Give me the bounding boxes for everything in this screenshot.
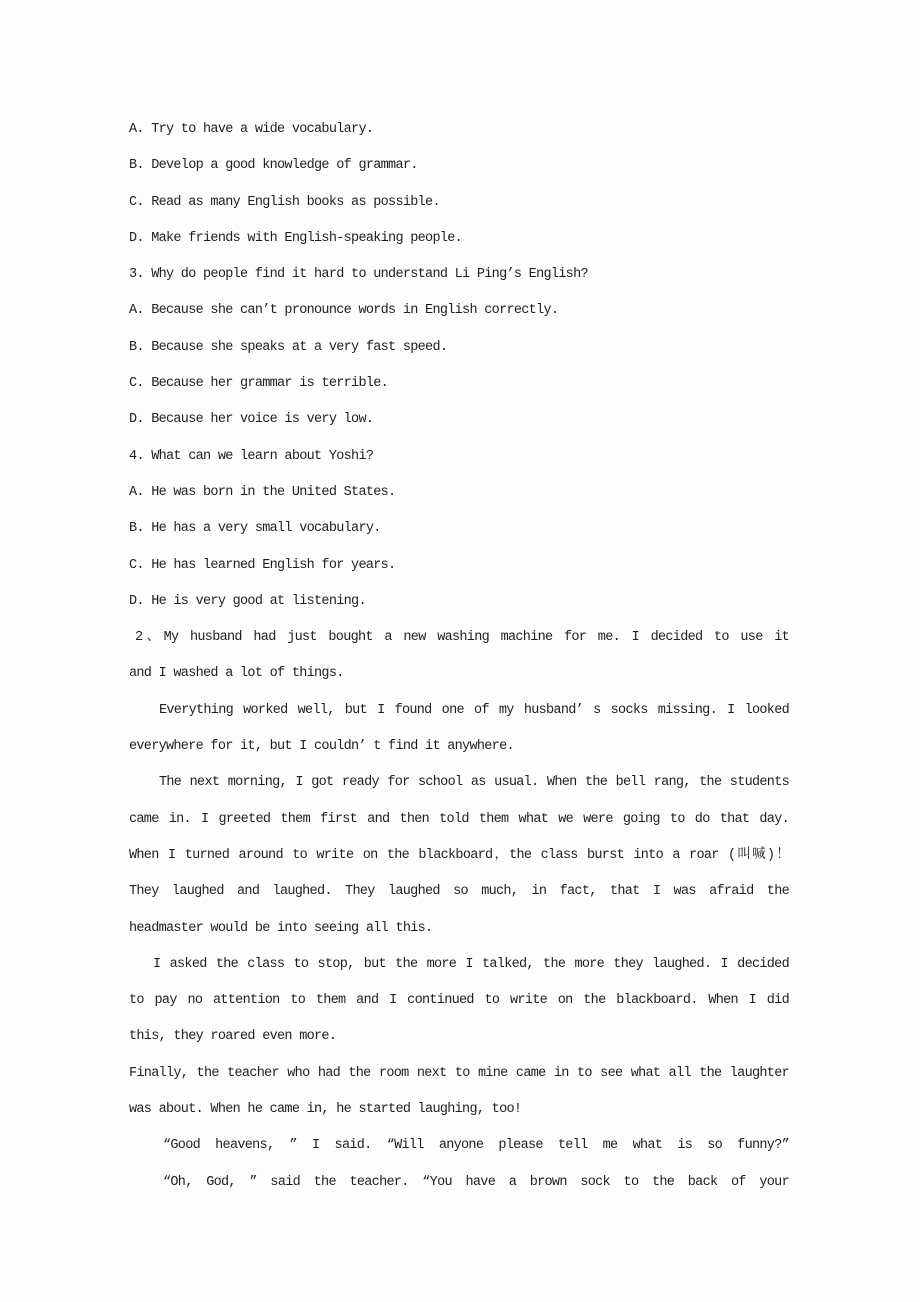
text-block (129, 112, 789, 1201)
text-line: D. Because her voice is very low. (129, 412, 374, 428)
text-line: came in. I greeted them first and then told them what we were going to do that day. (129, 811, 789, 827)
text-line: B. He has a very small vocabulary. (129, 521, 381, 537)
text-line: C. He has learned English for years. (129, 557, 396, 573)
text-line: and I washed a lot of things. (129, 666, 344, 682)
text-line: A. Try to have a wide vocabulary. (129, 122, 374, 137)
text-line: B. Develop a good knowledge of grammar. (129, 158, 418, 174)
text-line: D. Make friends with English-speaking people. (129, 230, 463, 246)
text-line: was about. When he came in, he started laughing, too! (129, 1102, 522, 1118)
text-line: A. Because she can’t pronounce words in English correctly. (129, 303, 559, 319)
text-line: I asked the class to stop, but the more I talked, the more they laughed. I decided (153, 956, 789, 972)
text-line: D. He is very good at listening. (129, 593, 366, 609)
text-line: They laughed and laughed. They laughed so much, in fact, that I was afraid the (129, 884, 789, 900)
text-line: headmaster would be into seeing all this. (129, 920, 433, 936)
text-line: When I turned around to write on the blackboard，the class burst into a roar (叫喊)！ (129, 847, 789, 863)
text-line: 3. Why do people find it hard to understand Li Ping’s English? (129, 267, 588, 283)
text-line: The next morning, I got ready for school as usual. When the bell rang, the students (159, 775, 789, 791)
text-line: C. Read as many English books as possible. (129, 194, 440, 210)
text-line: “Good heavens, ” I said. “Will anyone please tell me what is so funny?” (163, 1138, 789, 1154)
text-line: to pay no attention to them and I continued to write on the blackboard. When I did (129, 993, 789, 1009)
text-line: “Oh, God, ” said the teacher. “You have a brown sock to the back of your (163, 1174, 789, 1190)
text-line: Finally, the teacher who had the room next to mine came in to see what all the laughter (129, 1065, 789, 1081)
text-line: A. He was born in the United States. (129, 484, 396, 500)
text-line: B. Because she speaks at a very fast speed. (129, 339, 448, 355)
text-line: 2、My husband had just bought a new washing machine for me. I decided to use it (135, 630, 789, 646)
text-line: Everything worked well, but I found one of my husband’ s socks missing. I looked (159, 702, 789, 718)
text-line: everywhere for it, but I couldn’ t find it anywhere. (129, 739, 514, 755)
text-line: C. Because her grammar is terrible. (129, 376, 389, 392)
text-line: this, they roared even more. (129, 1029, 337, 1045)
text-line: 4. What can we learn about Yoshi? (129, 448, 374, 464)
